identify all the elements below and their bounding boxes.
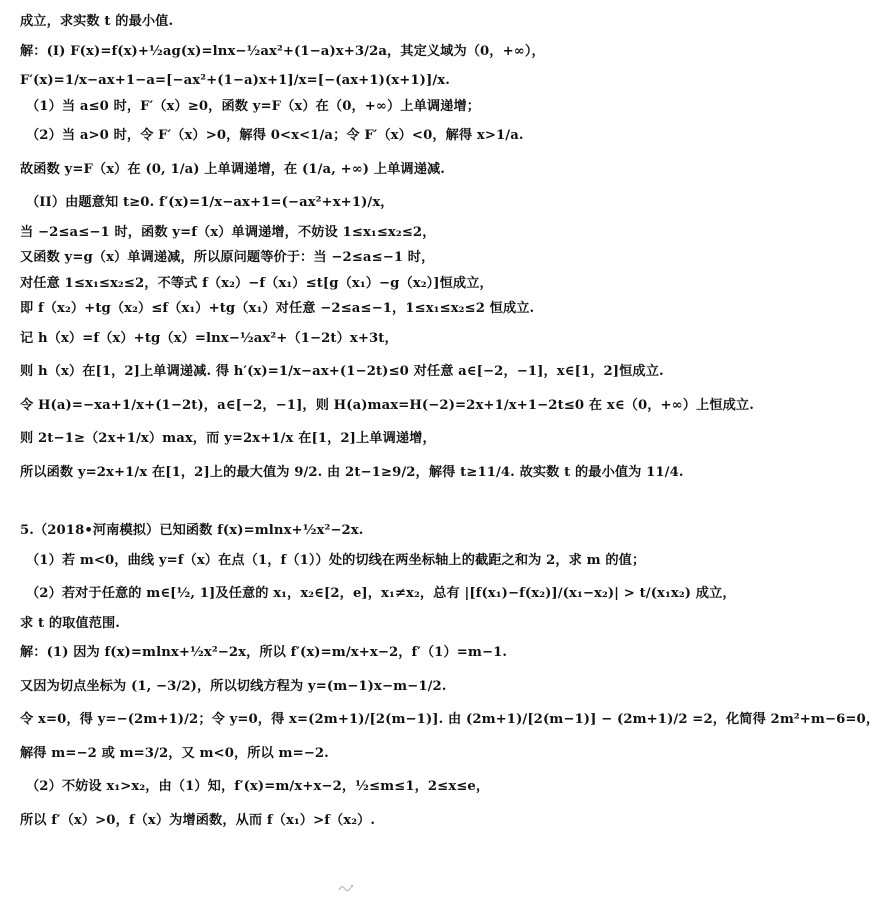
text-line-4: （1）当 a≤0 时，F′（x）≥0，函数 y=F（x）在（0，+∞）上单调递增； xyxy=(26,98,481,114)
text-line-8: 当 −2≤a≤−1 时，函数 y=f（x）单调递增，不妨设 1≤x₁≤x₂≤2， xyxy=(20,224,436,240)
text-line-16: 所以函数 y=2x+1/x 在[1，2]上的最大值为 9/2. 由 2t−1≥9/2，解得 t≥11/4. 故实数 t 的最小值为 11/4. xyxy=(20,464,684,480)
text-line-15: 则 2t−1≥（2x+1/x）max，而 y=2x+1/x 在[1，2]上单调递增， xyxy=(20,431,436,446)
text-line-9: 又函数 y=g（x）单调递减，所以原问题等价于：当 −2≤a≤−1 时， xyxy=(20,250,435,265)
text-line-21: 解：(1) 因为 f(x)=mlnx+½x²−2x，所以 f′(x)=m/x+x−2，f′（1）=m−1. xyxy=(20,645,508,660)
text-line-19: （2）若对于任意的 m∈[½, 1]及任意的 x₁，x₂∈[2，e]，x₁≠x₂，总有 |[f(x₁)−f(x₂)]/(x₁−x₂)| > t/(x₁x₂) 成立， xyxy=(26,586,736,601)
text-line-26: 所以 f′（x）>0，f（x）为增函数，从而 f（x₁）>f（x₂）. xyxy=(20,812,376,828)
text-line-22: 又因为切点坐标为 (1, −3/2)，所以切线方程为 y=(m−1)x−m−1/2. xyxy=(20,678,447,694)
text-line-1: 成立，求实数 t 的最小值. xyxy=(20,14,174,29)
text-line-20: 求 t 的取值范围. xyxy=(20,615,120,631)
text-line-12: 记 h（x）=f（x）+tg（x）=lnx−½ax²+（1−2t）x+3t， xyxy=(20,330,398,346)
text-line-23: 令 x=0，得 y=−(2m+1)/2；令 y=0，得 x=(2m+1)/[2(m−1)]. 由 (2m+1)/[2(m−1)] − (2m+1)/2 =2，化简得 2m²+m−6=0， xyxy=(20,712,879,727)
text-line-7: （II）由题意知 t≥0. f′(x)=1/x−ax+1=(−ax²+x+1)/x， xyxy=(26,195,394,210)
text-line-25: （2）不妨设 x₁>x₂，由（1）知，f′(x)=m/x+x−2，½≤m≤1，2≤x≤e， xyxy=(26,779,490,794)
text-line-5: （2）当 a>0 时，令 F′（x）>0，解得 0<x<1/a；令 F′（x）<0，解得 x>1/a. xyxy=(26,128,524,143)
text-line-2: 解：(I) F(x)=f(x)+½ag(x)=lnx−½ax²+(1−a)x+3/2a，其定义域为（0，+∞）， xyxy=(20,43,545,59)
text-line-18: （1）若 m<0，曲线 y=f（x）在点（1，f（1））处的切线在两坐标轴上的截距之和为 2，求 m 的值； xyxy=(26,552,646,568)
problem-5-title: 5.（2018•河南模拟）已知函数 f(x)=mlnx+½x²−2x. xyxy=(20,523,364,538)
text-line-24: 解得 m=−2 或 m=3/2，又 m<0，所以 m=−2. xyxy=(20,745,329,761)
text-line-14: 令 H(a)=−xa+1/x+(1−2t)，a∈[−2，−1]，则 H(a)max=H(−2)=2x+1/x+1−2t≤0 在 x∈（0，+∞）上恒成立. xyxy=(20,397,754,413)
text-line-11: 即 f（x₂）+tg（x₂）≤f（x₁）+tg（x₁）对任意 −2≤a≤−1，1≤x₁≤x₂≤2 恒成立. xyxy=(20,301,535,316)
text-line-6: 故函数 y=F（x）在 (0, 1/a) 上单调递增，在 (1/a, +∞) 上单调递减. xyxy=(20,161,445,177)
text-line-3: F′(x)=1/x−ax+1−a=[−ax²+(1−a)x+1]/x=[−(ax+1)(x+1)]/x. xyxy=(20,73,450,88)
watermark-icon xyxy=(337,882,355,894)
text-line-13: 则 h（x）在[1，2]上单调递减. 得 h′(x)=1/x−ax+(1−2t)≤0 对任意 a∈[−2，−1]，x∈[1，2]恒成立. xyxy=(20,364,664,379)
text-line-10: 对任意 1≤x₁≤x₂≤2，不等式 f（x₂）−f（x₁）≤t[g（x₁）−g（x₂）]恒成立， xyxy=(20,275,493,291)
